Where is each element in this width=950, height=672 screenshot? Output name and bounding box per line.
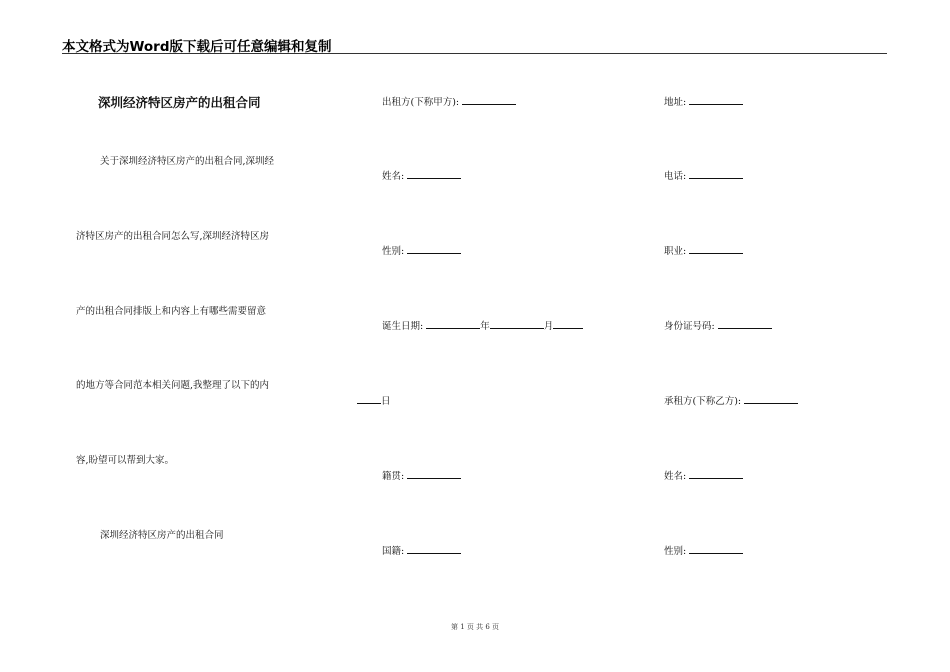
header-banner: 本文格式为Word版下载后可任意编辑和复制 bbox=[62, 39, 332, 55]
occupation-field bbox=[664, 244, 743, 258]
name-label: 姓名: bbox=[382, 171, 405, 182]
birth-day-blank bbox=[553, 319, 583, 329]
intro-line-2: 济特区房产的出租合同怎么写,深圳经济特区房 bbox=[76, 231, 270, 242]
gender-blank bbox=[407, 244, 461, 254]
intro-line-1: 关于深圳经济特区房产的出租合同,深圳经 bbox=[100, 156, 275, 167]
contract-subtitle: 深圳经济特区房产的出租合同 bbox=[100, 530, 224, 541]
address-blank bbox=[689, 95, 743, 105]
lessee-label: 承租方(下称乙方): bbox=[664, 396, 742, 407]
address-label: 地址: bbox=[664, 97, 687, 108]
phone-field bbox=[664, 169, 743, 183]
page-header bbox=[62, 33, 887, 54]
lessor-label: 出租方(下称甲方): bbox=[382, 97, 460, 108]
year-label: 年 bbox=[480, 321, 490, 332]
lessor-field bbox=[382, 95, 516, 109]
name2-label: 姓名: bbox=[664, 471, 687, 482]
birth-day-field bbox=[357, 394, 391, 408]
page-number: 第 1 页 共 6 页 bbox=[450, 623, 500, 631]
gender-field bbox=[382, 244, 461, 258]
id-number-field bbox=[664, 319, 772, 333]
id-number-label: 身份证号码: bbox=[664, 321, 715, 332]
name-blank bbox=[407, 169, 461, 179]
intro-line-4: 的地方等合同范本相关问题,我整理了以下的内 bbox=[76, 380, 270, 391]
nationality-blank bbox=[407, 544, 461, 554]
native-place-field bbox=[382, 469, 461, 483]
birth-year-blank bbox=[426, 319, 480, 329]
intro-line-5: 容,盼望可以帮到大家。 bbox=[76, 455, 175, 466]
occupation-blank bbox=[689, 244, 743, 254]
birth-field bbox=[382, 319, 583, 333]
name2-blank bbox=[689, 469, 743, 479]
birth-day-blank-2 bbox=[357, 394, 381, 404]
occupation-label: 职业: bbox=[664, 246, 687, 257]
month-label: 月 bbox=[543, 321, 554, 332]
phone-label: 电话: bbox=[664, 171, 687, 182]
id-number-blank bbox=[718, 319, 772, 329]
intro-line-3: 产的出租合同排版上和内容上有哪些需要留意 bbox=[76, 306, 267, 317]
lessor-blank bbox=[462, 95, 516, 105]
gender-label: 性别: bbox=[382, 246, 405, 257]
nationality-field bbox=[382, 544, 461, 558]
lessee-field bbox=[664, 394, 798, 408]
name-field bbox=[382, 169, 461, 183]
gender2-blank bbox=[689, 544, 743, 554]
gender2-field bbox=[664, 544, 743, 558]
birth-month-blank bbox=[490, 319, 544, 329]
document-title: 深圳经济特区房产的出租合同 bbox=[98, 95, 261, 110]
lessee-blank bbox=[744, 394, 798, 404]
nationality-label: 国籍: bbox=[382, 546, 405, 557]
day-label: 日 bbox=[381, 396, 391, 407]
gender2-label: 性别: bbox=[664, 546, 687, 557]
native-place-label: 籍贯: bbox=[382, 471, 405, 482]
name2-field bbox=[664, 469, 743, 483]
native-place-blank bbox=[407, 469, 461, 479]
birth-label: 诞生日期: bbox=[382, 321, 424, 332]
phone-blank bbox=[689, 169, 743, 179]
address-field bbox=[664, 95, 743, 109]
